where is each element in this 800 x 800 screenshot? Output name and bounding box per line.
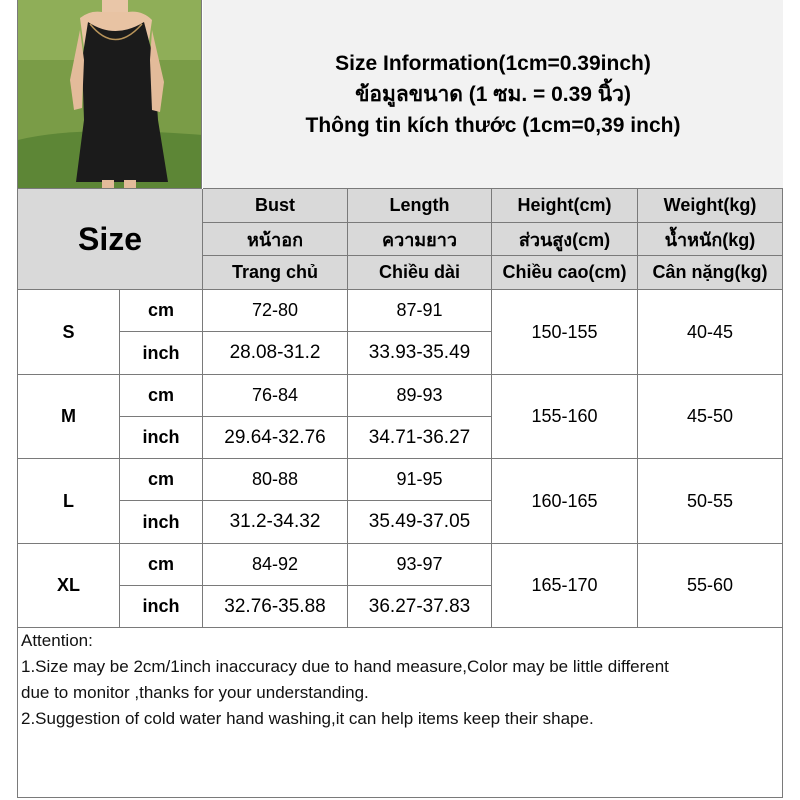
col-length-en: Length	[348, 189, 492, 223]
col-length-th: ความยาว	[348, 223, 492, 256]
unit-inch: inch	[120, 332, 203, 375]
header-line-english: Size Information(1cm=0.39inch)	[335, 51, 651, 75]
col-height-vi: Chiều cao(cm)	[492, 256, 638, 290]
table-cell: 34.71-36.27	[348, 417, 492, 459]
table-cell: 93-97	[348, 544, 492, 586]
col-bust-en: Bust	[203, 189, 348, 223]
col-length-vi: Chiều dài	[348, 256, 492, 290]
attention-line-1: 1.Size may be 2cm/1inch inaccuracy due to hand measure,Color may be little different	[21, 657, 669, 676]
table-cell: 50-55	[638, 459, 783, 544]
table-cell: 35.49-37.05	[348, 501, 492, 544]
col-height-en: Height(cm)	[492, 189, 638, 223]
unit-inch: inch	[120, 417, 203, 459]
attention-title: Attention:	[21, 631, 93, 650]
table-cell: 40-45	[638, 290, 783, 375]
col-weight-th: น้ำหนัก(kg)	[638, 223, 783, 256]
unit-cm: cm	[120, 290, 203, 332]
table-cell: 72-80	[203, 290, 348, 332]
table-cell: 155-160	[492, 375, 638, 459]
attention-line-2: due to monitor ,thanks for your understanding.	[21, 683, 369, 702]
table-cell: 29.64-32.76	[203, 417, 348, 459]
row-size-m: M	[18, 375, 120, 459]
table-cell: 80-88	[203, 459, 348, 501]
unit-inch: inch	[120, 586, 203, 628]
header-line-thai: ข้อมูลขนาด (1 ซม. = 0.39 นิ้ว)	[355, 82, 631, 106]
col-height-th: ส่วนสูง(cm)	[492, 223, 638, 256]
unit-cm: cm	[120, 375, 203, 417]
table-cell: 28.08-31.2	[203, 332, 348, 375]
table-cell: 45-50	[638, 375, 783, 459]
size-info-header	[203, 0, 783, 189]
table-cell: 84-92	[203, 544, 348, 586]
attention-line-3: 2.Suggestion of cold water hand washing,it can help items keep their shape.	[21, 709, 594, 728]
table-cell: 150-155	[492, 290, 638, 375]
table-cell: 165-170	[492, 544, 638, 628]
header-line-vietnamese: Thông tin kích thước (1cm=0,39 inch)	[305, 113, 681, 137]
table-cell: 91-95	[348, 459, 492, 501]
size-header: Size	[18, 189, 203, 290]
col-bust-th: หน้าอก	[203, 223, 348, 256]
table-cell: 32.76-35.88	[203, 586, 348, 628]
table-cell: 55-60	[638, 544, 783, 628]
attention-notes	[21, 628, 781, 732]
unit-cm: cm	[120, 544, 203, 586]
unit-cm: cm	[120, 459, 203, 501]
table-cell: 31.2-34.32	[203, 501, 348, 544]
col-weight-en: Weight(kg)	[638, 189, 783, 223]
model-dress-photo-icon	[18, 0, 202, 189]
table-cell: 33.93-35.49	[348, 332, 492, 375]
col-weight-vi: Cân nặng(kg)	[638, 256, 783, 290]
product-photo	[18, 0, 202, 189]
table-cell: 76-84	[203, 375, 348, 417]
table-cell: 160-165	[492, 459, 638, 544]
unit-inch: inch	[120, 501, 203, 544]
row-size-l: L	[18, 459, 120, 544]
col-bust-vi: Trang chủ	[203, 256, 348, 290]
row-size-s: S	[18, 290, 120, 375]
table-cell: 89-93	[348, 375, 492, 417]
table-cell: 36.27-37.83	[348, 586, 492, 628]
table-cell: 87-91	[348, 290, 492, 332]
row-size-xl: XL	[18, 544, 120, 628]
